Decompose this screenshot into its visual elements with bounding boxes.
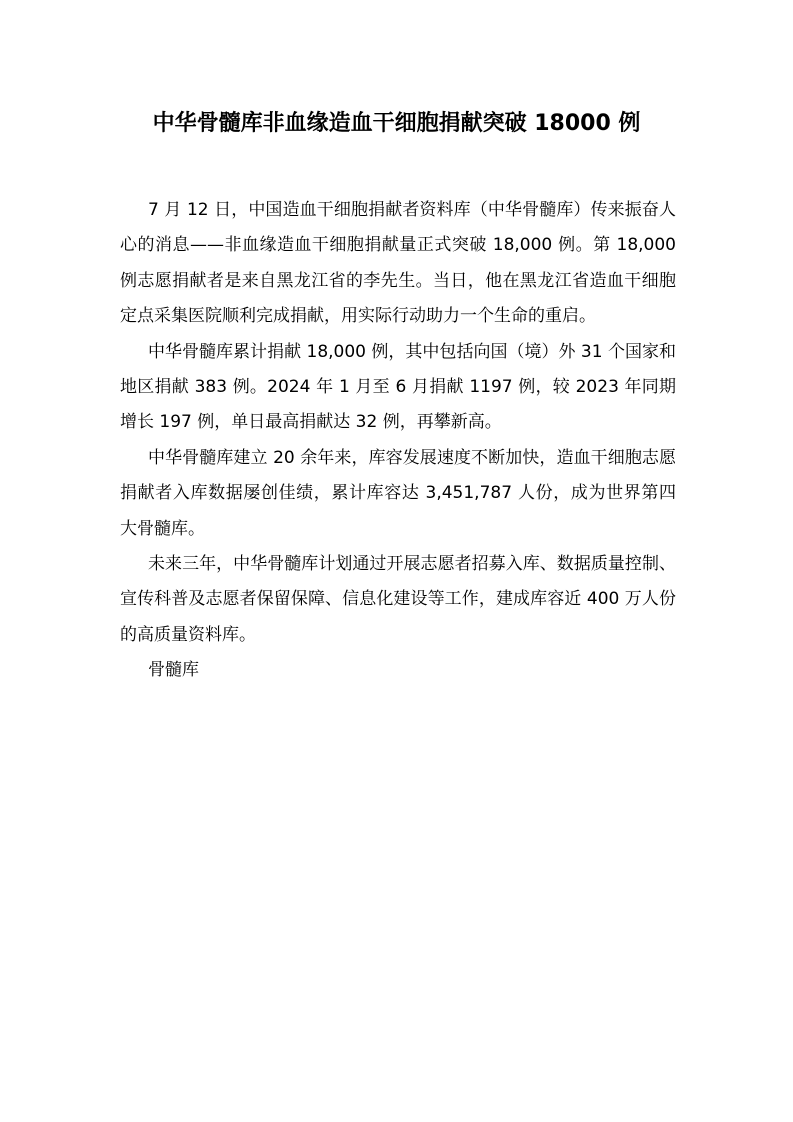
article-title: 中华骨髓库非血缘造血干细胞捐献突破 18000 例 bbox=[152, 111, 641, 136]
article-body bbox=[120, 193, 676, 689]
article-source: 骨髓库 bbox=[148, 660, 199, 681]
paragraph-3: 中华骨髓库建立 20 余年来，库容发展速度不断加快，造血干细胞志愿捐献者入库数据屡创佳绩，累计库容达 3,451,787 人份，成为世界第四大骨髓库。 bbox=[120, 447, 676, 539]
paragraph-2: 中华骨髓库累计捐献 18,000 例，其中包括向国（境）外 31 个国家和地区捐献 383 例。2024 年 1 月至 6 月捐献 1197 例，较 2023 年同期增长 197 例，单日最高捐献达 32 例，再攀新高。 bbox=[120, 341, 676, 433]
paragraph-4: 未来三年，中华骨髓库计划通过开展志愿者招募入库、数据质量控制、宣传科普及志愿者保留保障、信息化建设等工作，建成库容近 400 万人份的高质量资料库。 bbox=[120, 554, 676, 645]
paragraph-1: 7 月 12 日，中国造血干细胞捐献者资料库（中华骨髓库）传来振奋人心的消息——非血缘造血干细胞捐献量正式突破 18,000 例。第 18,000 例志愿捐献者是来自黑龙江省的李先生。当日，他在黑龙江省造血干细胞定点采集医院顺利完成捐献，用实际行动助力一个生命的重启。 bbox=[120, 200, 676, 327]
